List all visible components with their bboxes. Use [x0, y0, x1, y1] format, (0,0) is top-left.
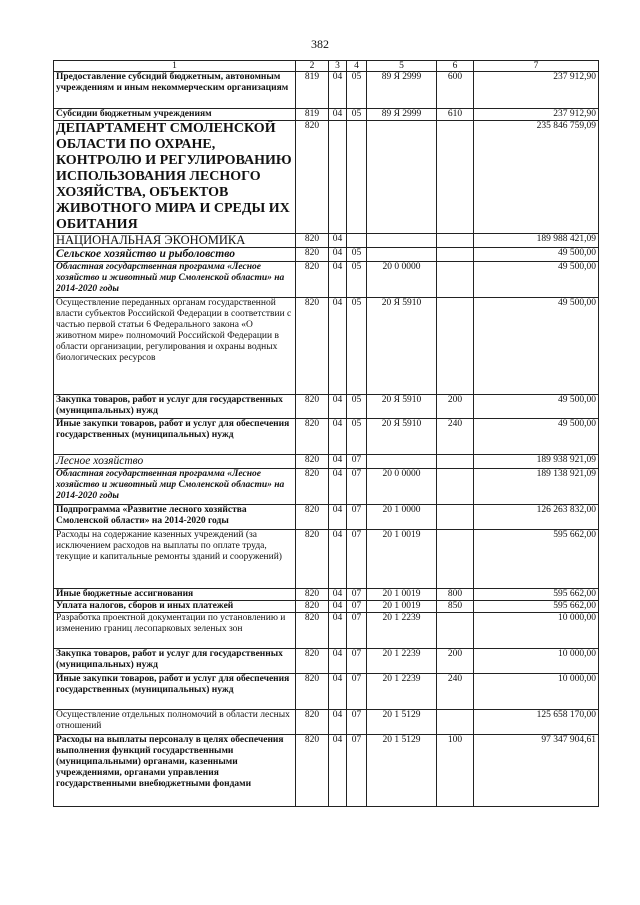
amount-cell: 235 846 759,09: [474, 121, 599, 234]
code-cell: 820: [296, 649, 329, 674]
code-cell: [437, 710, 474, 735]
table-row: [54, 262, 599, 298]
code-cell: 07: [347, 469, 367, 505]
code-cell: 07: [347, 735, 367, 807]
table-row: [54, 613, 599, 649]
code-cell: 04: [329, 601, 347, 613]
row-name-cell: Предоставление субсидий бюджетным, автономным учреждениям и иным некоммерческим организациям: [54, 72, 296, 109]
code-cell: 04: [329, 505, 347, 530]
amount-cell: 49 500,00: [474, 395, 599, 419]
code-cell: 04: [329, 419, 347, 455]
code-cell: [367, 234, 437, 248]
code-cell: 05: [347, 248, 367, 262]
code-cell: 04: [329, 395, 347, 419]
table-row: [54, 649, 599, 674]
code-cell: 20 Я 5910: [367, 419, 437, 455]
table-row: [54, 455, 599, 469]
row-name-cell: Иные закупки товаров, работ и услуг для обеспечения государственных (муниципальных) нужд: [54, 419, 296, 455]
row-name-cell: Иные закупки товаров, работ и услуг для обеспечения государственных (муниципальных) нужд: [54, 674, 296, 710]
code-cell: 05: [347, 72, 367, 109]
code-cell: 07: [347, 601, 367, 613]
table-row: [54, 234, 599, 248]
row-name-cell: Подпрограмма «Развитие лесного хозяйства Смоленской области» на 2014-2020 годы: [54, 505, 296, 530]
code-cell: 20 1 0019: [367, 589, 437, 601]
code-cell: 600: [437, 72, 474, 109]
table-row: [54, 121, 599, 234]
code-cell: 820: [296, 530, 329, 589]
amount-cell: 10 000,00: [474, 613, 599, 649]
code-cell: 820: [296, 601, 329, 613]
code-cell: [347, 234, 367, 248]
table-row: [54, 505, 599, 530]
row-name-cell: НАЦИОНАЛЬНАЯ ЭКОНОМИКА: [54, 234, 296, 248]
code-cell: 04: [329, 248, 347, 262]
table-row: [54, 72, 599, 109]
code-cell: 07: [347, 505, 367, 530]
code-cell: 610: [437, 109, 474, 121]
code-cell: 89 Я 2999: [367, 109, 437, 121]
code-cell: 07: [347, 649, 367, 674]
code-cell: 820: [296, 735, 329, 807]
code-cell: 07: [347, 674, 367, 710]
code-cell: 20 1 5129: [367, 735, 437, 807]
code-cell: 820: [296, 455, 329, 469]
code-cell: 07: [347, 455, 367, 469]
header-cell: 2: [296, 61, 329, 72]
header-cell: 7: [474, 61, 599, 72]
code-cell: 04: [329, 109, 347, 121]
code-cell: 820: [296, 469, 329, 505]
page-number: 382: [311, 37, 329, 51]
amount-cell: 189 138 921,09: [474, 469, 599, 505]
row-name-cell: Осуществление отдельных полномочий в области лесных отношений: [54, 710, 296, 735]
code-cell: 820: [296, 505, 329, 530]
code-cell: 20 1 5129: [367, 710, 437, 735]
amount-cell: 595 662,00: [474, 589, 599, 601]
row-name-cell: Расходы на содержание казенных учреждений (за исключением расходов на выплаты по оплате труда, текущие и капитальные ремонты зданий и сооружений): [54, 530, 296, 589]
code-cell: [367, 248, 437, 262]
header-cell: 4: [347, 61, 367, 72]
amount-cell: 49 500,00: [474, 419, 599, 455]
code-cell: 20 Я 5910: [367, 395, 437, 419]
code-cell: 04: [329, 589, 347, 601]
table-row: [54, 674, 599, 710]
code-cell: 200: [437, 649, 474, 674]
table-row: [54, 589, 599, 601]
code-cell: 04: [329, 649, 347, 674]
code-cell: 100: [437, 735, 474, 807]
code-cell: 04: [329, 298, 347, 395]
code-cell: 820: [296, 234, 329, 248]
budget-table: [53, 60, 599, 807]
amount-cell: 595 662,00: [474, 530, 599, 589]
code-cell: 820: [296, 419, 329, 455]
code-cell: 04: [329, 710, 347, 735]
code-cell: 07: [347, 613, 367, 649]
header-row: [54, 61, 599, 72]
table-row: [54, 395, 599, 419]
header-cell: 1: [54, 61, 296, 72]
table-row: [54, 298, 599, 395]
code-cell: 240: [437, 674, 474, 710]
row-name-cell: Областная государственная программа «Лесное хозяйство и животный мир Смоленской области» на 2014-2020 годы: [54, 262, 296, 298]
code-cell: 05: [347, 419, 367, 455]
code-cell: [437, 469, 474, 505]
amount-cell: 97 347 904,61: [474, 735, 599, 807]
code-cell: 819: [296, 109, 329, 121]
row-name-cell: Областная государственная программа «Лесное хозяйство и животный мир Смоленской области» на 2014-2020 годы: [54, 469, 296, 505]
row-name-cell: Осуществление переданных органам государственной власти субъектов Российской Федерации в соответствии с частью первой статьи 6 Федерального закона «О животном мире» полномочий Российской Федерации в области организации, регулирования и охраны водных биологических ресурсов: [54, 298, 296, 395]
row-name-cell: Иные бюджетные ассигнования: [54, 589, 296, 601]
code-cell: 20 0 0000: [367, 262, 437, 298]
code-cell: 20 1 0000: [367, 505, 437, 530]
amount-cell: 49 500,00: [474, 262, 599, 298]
header-cell: 6: [437, 61, 474, 72]
code-cell: 04: [329, 674, 347, 710]
code-cell: 07: [347, 530, 367, 589]
row-name-cell: Субсидии бюджетным учреждениям: [54, 109, 296, 121]
code-cell: [437, 234, 474, 248]
code-cell: 20 1 2239: [367, 674, 437, 710]
table-row: [54, 735, 599, 807]
amount-cell: 237 912,90: [474, 109, 599, 121]
row-name-cell: Разработка проектной документации по установлению и изменению границ лесопарковых зеленых зон: [54, 613, 296, 649]
code-cell: 04: [329, 530, 347, 589]
code-cell: 20 0 0000: [367, 469, 437, 505]
row-name-cell: Уплата налогов, сборов и иных платежей: [54, 601, 296, 613]
header-cell: 3: [329, 61, 347, 72]
code-cell: 20 1 0019: [367, 601, 437, 613]
code-cell: 820: [296, 674, 329, 710]
code-cell: [437, 262, 474, 298]
code-cell: 07: [347, 589, 367, 601]
table-row: [54, 469, 599, 505]
code-cell: [437, 455, 474, 469]
row-name-cell: Закупка товаров, работ и услуг для государственных (муниципальных) нужд: [54, 395, 296, 419]
code-cell: 240: [437, 419, 474, 455]
code-cell: 820: [296, 710, 329, 735]
amount-cell: 189 938 921,09: [474, 455, 599, 469]
table-row: [54, 601, 599, 613]
code-cell: 20 1 2239: [367, 613, 437, 649]
amount-cell: 237 912,90: [474, 72, 599, 109]
code-cell: 820: [296, 248, 329, 262]
code-cell: [437, 505, 474, 530]
code-cell: [437, 613, 474, 649]
code-cell: 04: [329, 262, 347, 298]
table-row: [54, 248, 599, 262]
code-cell: 04: [329, 469, 347, 505]
code-cell: 05: [347, 262, 367, 298]
amount-cell: 49 500,00: [474, 298, 599, 395]
code-cell: [367, 121, 437, 234]
code-cell: 07: [347, 710, 367, 735]
code-cell: 05: [347, 298, 367, 395]
code-cell: 04: [329, 735, 347, 807]
code-cell: 04: [329, 455, 347, 469]
code-cell: 850: [437, 601, 474, 613]
amount-cell: 126 263 832,00: [474, 505, 599, 530]
table-body: [54, 72, 599, 807]
code-cell: 04: [329, 613, 347, 649]
row-name-cell: Расходы на выплаты персоналу в целях обеспечения выполнения функций государственными (муниципальными) органами, казенными учреждениями, органами управления государственными внебюджетными фондами: [54, 735, 296, 807]
code-cell: 819: [296, 72, 329, 109]
amount-cell: 595 662,00: [474, 601, 599, 613]
amount-cell: 189 988 421,09: [474, 234, 599, 248]
code-cell: 20 1 2239: [367, 649, 437, 674]
code-cell: 20 Я 5910: [367, 298, 437, 395]
row-name-cell: Лесное хозяйство: [54, 455, 296, 469]
code-cell: [329, 121, 347, 234]
amount-cell: 10 000,00: [474, 649, 599, 674]
table-row: [54, 109, 599, 121]
code-cell: [437, 248, 474, 262]
code-cell: 820: [296, 262, 329, 298]
code-cell: 04: [329, 72, 347, 109]
table-row: [54, 530, 599, 589]
header-cell: 5: [367, 61, 437, 72]
amount-cell: 125 658 170,00: [474, 710, 599, 735]
code-cell: 05: [347, 109, 367, 121]
code-cell: 200: [437, 395, 474, 419]
code-cell: 820: [296, 395, 329, 419]
amount-cell: 10 000,00: [474, 674, 599, 710]
code-cell: [437, 530, 474, 589]
table-row: [54, 419, 599, 455]
row-name-cell: ДЕПАРТАМЕНТ СМОЛЕНСКОЙ ОБЛАСТИ ПО ОХРАНЕ, КОНТРОЛЮ И РЕГУЛИРОВАНИЮ ИСПОЛЬЗОВАНИЯ ЛЕСНОГО ХОЗЯЙСТВА, ОБЪЕКТОВ ЖИВОТНОГО МИРА И СРЕДЫ ИХ ОБИТАНИЯ: [54, 121, 296, 234]
code-cell: [437, 121, 474, 234]
code-cell: 20 1 0019: [367, 530, 437, 589]
code-cell: [437, 298, 474, 395]
code-cell: 820: [296, 121, 329, 234]
amount-cell: 49 500,00: [474, 248, 599, 262]
code-cell: 820: [296, 613, 329, 649]
table-row: [54, 710, 599, 735]
row-name-cell: Закупка товаров, работ и услуг для государственных (муниципальных) нужд: [54, 649, 296, 674]
code-cell: 89 Я 2999: [367, 72, 437, 109]
code-cell: 820: [296, 298, 329, 395]
row-name-cell: Сельское хозяйство и рыболовство: [54, 248, 296, 262]
code-cell: [367, 455, 437, 469]
code-cell: [347, 121, 367, 234]
code-cell: 04: [329, 234, 347, 248]
code-cell: 05: [347, 395, 367, 419]
code-cell: 820: [296, 589, 329, 601]
code-cell: 800: [437, 589, 474, 601]
